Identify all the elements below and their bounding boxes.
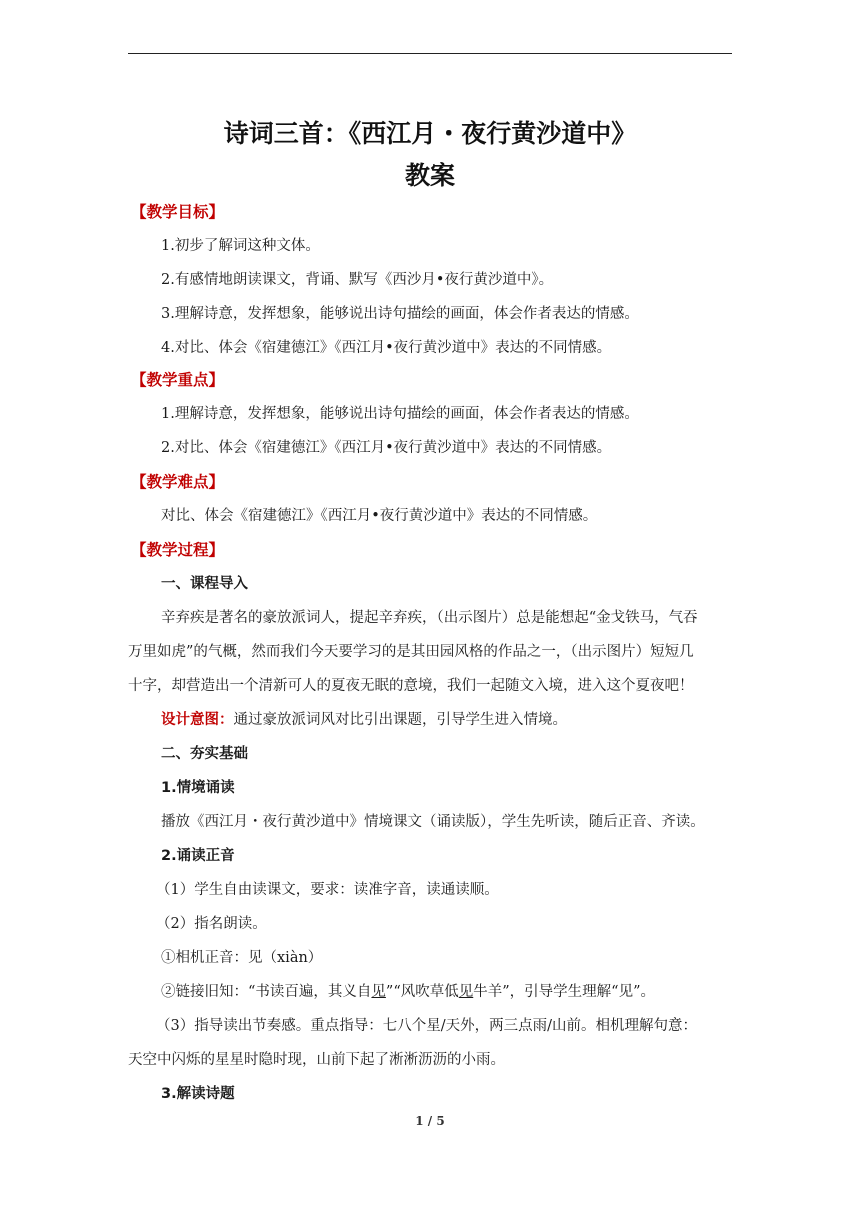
difficulty-text: 对比、体会《宿建德江》《西江月•夜行黄沙道中》表达的不同情感。 bbox=[161, 508, 598, 524]
list-item-continuation: 天空中闪烁的星星时隐时现，山前下起了淅淅沥沥的小雨。 bbox=[128, 1052, 505, 1068]
objective-item: 1.初步了解词这种文体。 bbox=[161, 238, 320, 254]
section-title: 3.解读诗题 bbox=[161, 1086, 235, 1102]
list-item: （3）指导读出节奏感。重点指导：七八个星/天外，两三点雨/山前。相机理解句意： bbox=[156, 1018, 697, 1034]
key-point-item: 2.对比、体会《宿建德江》《西江月•夜行黄沙道中》表达的不同情感。 bbox=[161, 440, 612, 456]
design-intent bbox=[161, 710, 765, 730]
document-title: 诗词三首：《西江月・夜行黄沙道中》 bbox=[223, 119, 637, 148]
section-title: 2.诵读正音 bbox=[161, 848, 235, 864]
part1-paragraph-line: 辛弃疾是著名的豪放派词人，提起辛弃疾，（出示图片）总是能想起“金戈铁马，气吞 bbox=[161, 610, 698, 626]
process-heading: 【教学过程】 bbox=[131, 541, 225, 559]
header-rule bbox=[128, 53, 732, 54]
objective-item: 4.对比、体会《宿建德江》《西江月•夜行黄沙道中》表达的不同情感。 bbox=[161, 340, 612, 356]
key-point-item: 1.理解诗意，发挥想象，能够说出诗句描绘的画面，体会作者表达的情感。 bbox=[161, 406, 639, 422]
list-item: ①相机正音：见（xiàn） bbox=[161, 950, 323, 966]
text-span: ”“风吹草低 bbox=[385, 984, 459, 1000]
design-intent-label: 设计意图： bbox=[161, 712, 234, 728]
key-points-heading: 【教学重点】 bbox=[131, 371, 225, 389]
part1-paragraph-line: 万里如虎”的气概，然而我们今天要学习的是其田园风格的作品之一，（出示图片）短短几 bbox=[128, 644, 694, 660]
document-subtitle: 教案 bbox=[404, 161, 455, 190]
part1-title: 一、课程导入 bbox=[161, 576, 248, 592]
section-text: 播放《西江月・夜行黄沙道中》情境课文（诵读版），学生先听读，随后正音、齐读。 bbox=[161, 814, 705, 830]
section-title: 1.情境诵读 bbox=[161, 780, 235, 796]
part2-title: 二、夯实基础 bbox=[161, 746, 248, 762]
list-item bbox=[161, 982, 765, 1002]
underlined-char: 见 bbox=[371, 984, 386, 1000]
list-item: （1）学生自由读课文，要求：读准字音，读通读顺。 bbox=[156, 882, 499, 898]
list-item: （2）指名朗读。 bbox=[156, 916, 267, 932]
text-span: ②链接旧知：“书读百遍，其义自 bbox=[161, 984, 372, 1000]
difficulty-heading: 【教学难点】 bbox=[131, 473, 225, 491]
text-span: 牛羊”，引导学生理解“见”。 bbox=[473, 984, 655, 1000]
objective-item: 2.有感情地朗读课文，背诵、默写《西沙月•夜行黄沙道中》。 bbox=[161, 272, 554, 288]
page-number: 1 / 5 bbox=[415, 1114, 445, 1128]
design-intent-text: 通过豪放派词风对比引出课题，引导学生进入情境。 bbox=[233, 712, 567, 728]
objective-item: 3.理解诗意，发挥想象，能够说出诗句描绘的画面，体会作者表达的情感。 bbox=[161, 306, 639, 322]
underlined-char: 见 bbox=[458, 984, 474, 1000]
part1-paragraph-line: 十字，却营造出一个清新可人的夏夜无眠的意境，我们一起随文入境，进入这个夏夜吧！ bbox=[128, 678, 694, 694]
objectives-heading: 【教学目标】 bbox=[131, 203, 225, 221]
